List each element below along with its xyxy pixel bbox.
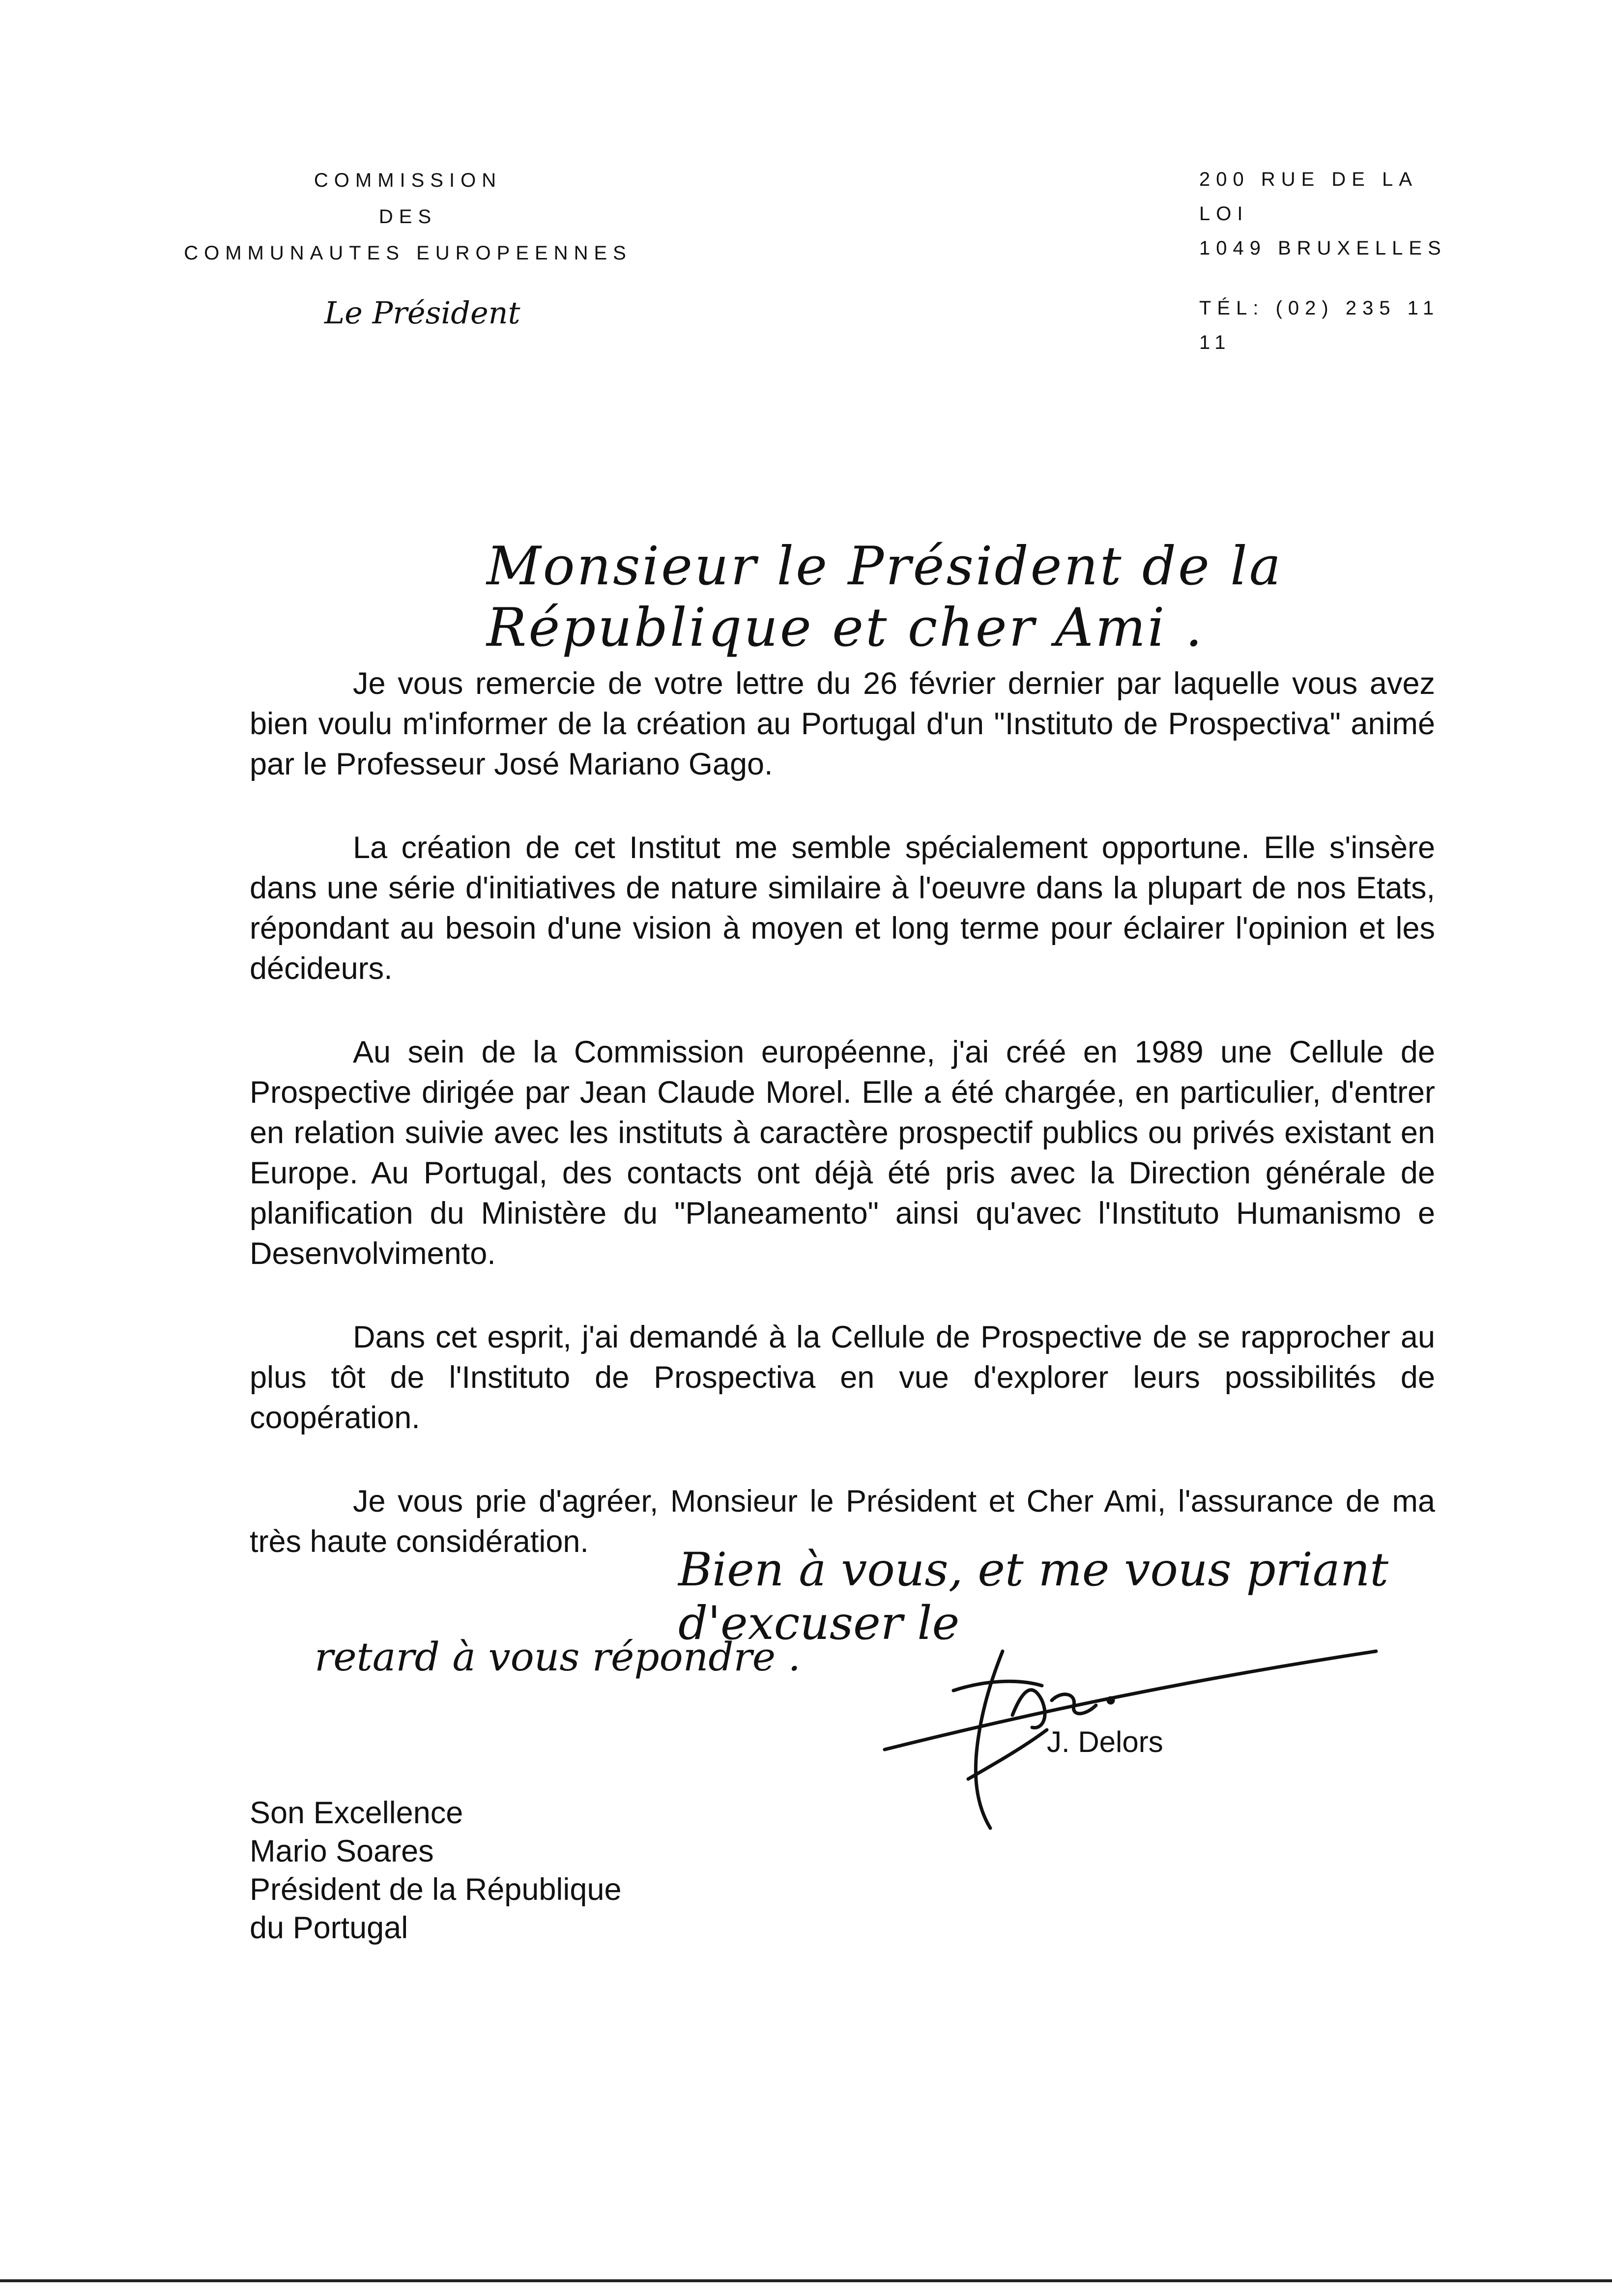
paragraph-4: Dans cet esprit, j'ai demandé à la Cellule de Prospective de se rapprocher au plus tôt de l'Instituto de Prospectiva en vue d'explorer leurs possibilités de coopération.: [250, 1320, 1435, 1435]
letterhead-organization: [162, 162, 654, 271]
recipient-line-2: Mario Soares: [250, 1834, 434, 1868]
signatory-name: J. Delors: [1047, 1725, 1163, 1758]
salutation-handwritten: Monsieur le Président de la République et cher Ami .: [487, 536, 1283, 659]
paragraph-2: La création de cet Institut me semble spécialement opportune. Elle s'insère dans une série d'initiatives de nature similaire à l'oeuvre dans la plupart de nos Etats, répondant au besoin d'une vision à moyen et long terme pour éclairer l'opinion et les décideurs.: [250, 831, 1435, 986]
org-line-3: COMMUNAUTES EUROPEENNES: [184, 242, 632, 264]
recipient-line-1: Son Excellence: [250, 1796, 463, 1830]
president-title-handwritten: Le Président: [324, 295, 520, 331]
closing-handwritten-line-1: Bien à vous, et me vous priant d'excuser le: [678, 1543, 1389, 1650]
letter-body: [250, 663, 1435, 1605]
address-line-1: 200 RUE DE LA LOI: [1199, 169, 1417, 225]
org-line-2: DES: [378, 206, 437, 228]
address-line-2: 1049 BRUXELLES: [1199, 237, 1447, 259]
paragraph-1: Je vous remercie de votre lettre du 26 février dernier par laquelle vous avez bien voulu m'informer de la création au Portugal d'un "Instituto de Prospectiva" animé par le Professeur José Mariano Gago.: [250, 666, 1435, 781]
recipient-address: [250, 1794, 622, 1947]
letterhead-address: [1199, 162, 1474, 360]
recipient-line-4: du Portugal: [250, 1911, 408, 1945]
bottom-divider: [0, 2279, 1612, 2282]
org-line-1: COMMISSION: [314, 170, 502, 191]
telephone: TÉL: (02) 235 11 11: [1199, 297, 1440, 353]
paragraph-3: Au sein de la Commission européenne, j'ai créé en 1989 une Cellule de Prospective dirigée par Jean Claude Morel. Elle a été chargée, en particulier, d'entrer en relation suivie avec les instituts à caractère prospectif publics ou privés existant en Europe. Au Portugal, des contacts ont déjà été pris avec la Direction générale de planification du Ministère du "Planeamento" ainsi qu'avec l'Instituto Humanismo e Desenvolvimento.: [250, 1035, 1435, 1271]
closing-handwritten-line-2: retard à vous répondre .: [315, 1634, 801, 1680]
recipient-line-3: Président de la République: [250, 1872, 622, 1907]
paragraph-5: Je vous prie d'agréer, Monsieur le Président et Cher Ami, l'assurance de ma très haute considération.: [250, 1484, 1435, 1559]
